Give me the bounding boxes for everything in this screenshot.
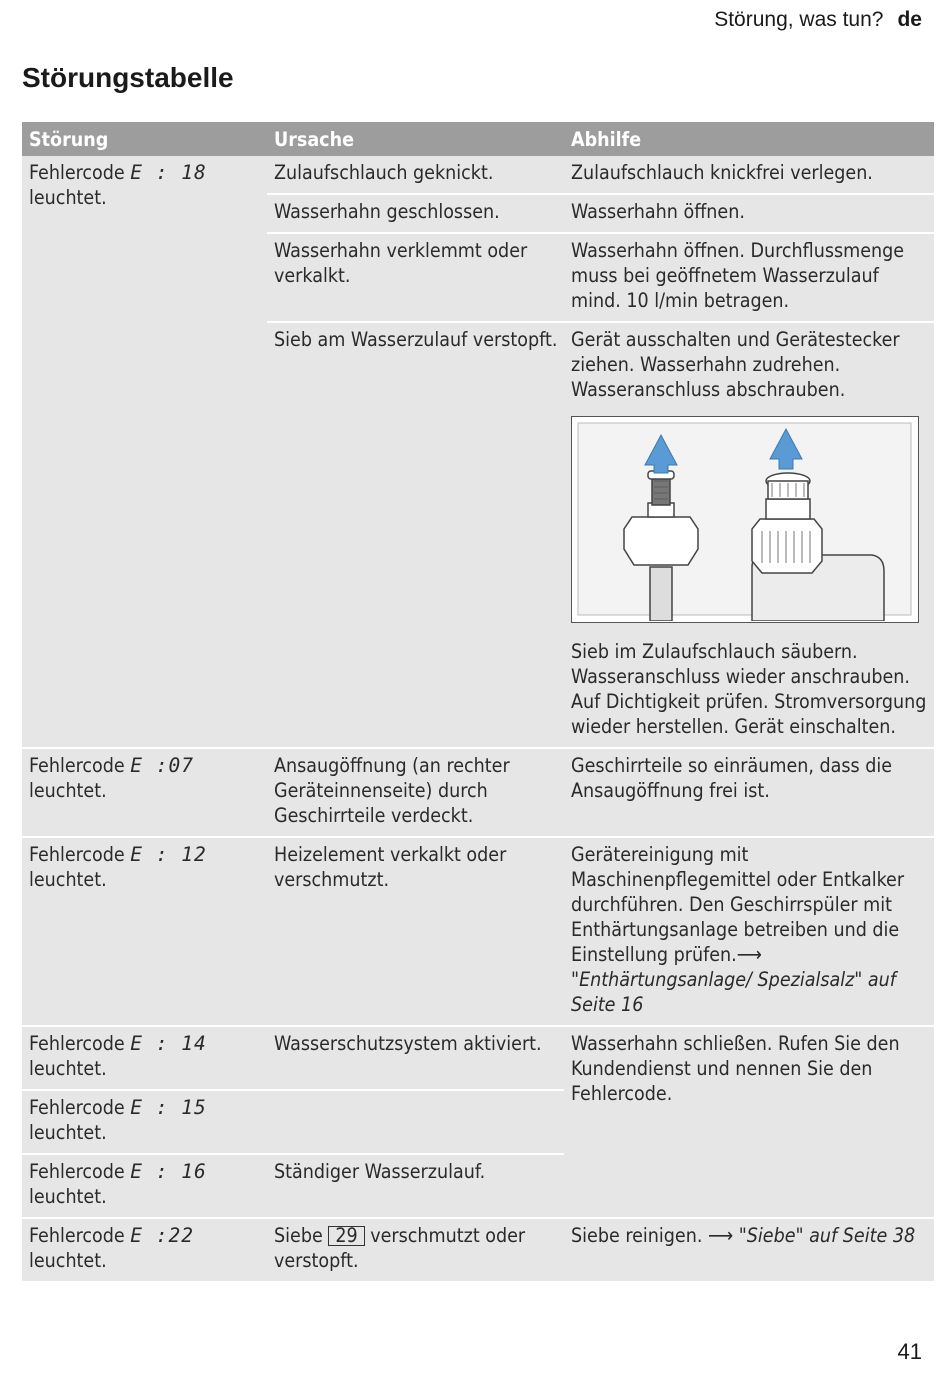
fault-prefix: Fehlercode bbox=[29, 1096, 125, 1119]
fault-prefix: Fehlercode bbox=[29, 754, 125, 777]
fault-suffix: leuchtet. bbox=[29, 186, 107, 209]
remedy-cell: Geschirrteile so einräumen, dass die Ansaugöffnung frei ist. bbox=[571, 754, 893, 802]
subrow bbox=[267, 195, 934, 234]
remedy-text: Gerätereinigung mit Maschinenpflegemittel oder Entkalker durchführen. Den Geschirrspüler mit Enthärtungsanlage betreiben und die Einstellung prüfen. bbox=[571, 843, 905, 966]
remedy-cell bbox=[564, 1219, 934, 1281]
arrow-icon: ⟶ bbox=[707, 1224, 734, 1247]
fault-prefix: Fehlercode bbox=[29, 1224, 125, 1247]
remedy-cell: Wasserhahn öffnen. bbox=[571, 200, 745, 223]
fault-suffix: leuchtet. bbox=[29, 1249, 107, 1272]
cause-cell: Ständiger Wasserzulauf. bbox=[274, 1160, 486, 1183]
page-number: 41 bbox=[897, 1339, 922, 1364]
cause-cell: Wasserschutzsystem aktiviert. bbox=[274, 1032, 542, 1055]
table-row-e14 bbox=[22, 1027, 564, 1091]
remedy-text: Siebe reinigen. bbox=[571, 1224, 703, 1247]
cause-text: verschmutzt oder verstopft. bbox=[274, 1224, 526, 1272]
part-number-badge: 29 bbox=[328, 1226, 364, 1246]
remedy-text-2: Sieb im Zulaufschlauch säubern. Wasseranschluss wieder anschrauben. Auf Dichtigkeit prüfen. Stromversorgung wieder herstellen. Gerät einschalten. bbox=[571, 640, 927, 738]
cause-cell: Wasserhahn geschlossen. bbox=[274, 200, 500, 223]
filter-illustration bbox=[571, 416, 919, 623]
table-row-e12 bbox=[22, 838, 934, 1027]
cause-cell: Ansaugöffnung (an rechter Geräteinnenseite) durch Geschirrteile verdeckt. bbox=[274, 754, 510, 827]
fault-prefix: Fehlercode bbox=[29, 1160, 125, 1183]
subrow bbox=[267, 323, 934, 747]
error-code-e18: E : 18 bbox=[130, 161, 207, 184]
subrow bbox=[267, 156, 934, 195]
fault-suffix: leuchtet. bbox=[29, 1121, 107, 1144]
fault-table bbox=[22, 122, 934, 1281]
column-header-remedy: Abhilfe bbox=[571, 127, 642, 151]
arrow-icon: ⟶ bbox=[736, 943, 762, 966]
remedy-cell bbox=[564, 838, 934, 1025]
fault-cell bbox=[22, 156, 267, 747]
fault-prefix: Fehlercode bbox=[29, 1032, 125, 1055]
language-code: de bbox=[897, 8, 922, 31]
page-title: Störungstabelle bbox=[22, 62, 234, 93]
cause-cell: Sieb am Wasserzulauf verstopft. bbox=[274, 328, 558, 351]
subrows bbox=[22, 1027, 564, 1217]
column-header-cause: Ursache bbox=[274, 127, 354, 151]
table-header bbox=[22, 122, 934, 156]
table-row-e16 bbox=[22, 1155, 564, 1217]
subrows bbox=[267, 156, 934, 747]
fault-cell bbox=[22, 749, 267, 836]
remedy-cell: Zulaufschlauch knickfrei verlegen. bbox=[571, 161, 873, 184]
table-row-e07 bbox=[22, 749, 934, 838]
fault-cell bbox=[22, 1219, 267, 1281]
error-code-e16: E : 16 bbox=[130, 1160, 207, 1183]
fault-cell bbox=[22, 1155, 267, 1217]
fault-suffix: leuchtet. bbox=[29, 1057, 107, 1080]
page-reference-link[interactable]: "Siebe" auf Seite 38 bbox=[738, 1224, 916, 1247]
remedy-cell-merged: Wasserhahn schließen. Rufen Sie den Kundendienst und nennen Sie den Fehlercode. bbox=[571, 1032, 900, 1105]
running-header bbox=[714, 8, 922, 32]
cause-cell: Zulaufschlauch geknickt. bbox=[274, 161, 494, 184]
cause-cell: Wasserhahn verklemmt oder verkalkt. bbox=[274, 239, 528, 287]
remedy-cell bbox=[564, 323, 934, 747]
fault-suffix: leuchtet. bbox=[29, 868, 107, 891]
error-code-e15: E : 15 bbox=[130, 1096, 207, 1119]
fault-prefix: Fehlercode bbox=[29, 843, 125, 866]
error-code-e07: E :07 bbox=[130, 754, 194, 777]
table-row-e22 bbox=[22, 1219, 934, 1281]
table-row-e15 bbox=[22, 1091, 564, 1155]
cause-cell-empty bbox=[267, 1091, 564, 1153]
error-code-e14: E : 14 bbox=[130, 1032, 207, 1055]
error-code-e12: E : 12 bbox=[130, 843, 207, 866]
cause-cell: Heizelement verkalkt oder verschmutzt. bbox=[274, 843, 507, 891]
error-code-e22: E :22 bbox=[130, 1224, 194, 1247]
fault-cell bbox=[22, 1027, 267, 1089]
filter-drawing bbox=[572, 417, 917, 621]
table-row-e18 bbox=[22, 156, 934, 749]
fault-cell bbox=[22, 1091, 267, 1153]
fault-suffix: leuchtet. bbox=[29, 1185, 107, 1208]
page-reference-link[interactable]: "Enthärtungsanlage/ Spezialsalz" auf Seite 16 bbox=[571, 968, 896, 1016]
fault-cell bbox=[22, 838, 267, 1025]
remedy-text-1: Gerät ausschalten und Gerätestecker ziehen. Wasserhahn zudrehen. Wasseranschluss abschrauben. bbox=[571, 328, 900, 401]
column-header-fault: Störung bbox=[29, 127, 109, 151]
cause-text: Siebe bbox=[274, 1224, 323, 1247]
fault-prefix: Fehlercode bbox=[29, 161, 125, 184]
table-row-group-e14-e16 bbox=[22, 1027, 934, 1219]
fault-suffix: leuchtet. bbox=[29, 779, 107, 802]
subrow bbox=[267, 234, 934, 323]
section-title: Störung, was tun? bbox=[714, 8, 884, 31]
remedy-cell: Wasserhahn öffnen. Durchflussmenge muss bei geöffnetem Wasserzulauf mind. 10 l/min betragen. bbox=[571, 239, 905, 312]
cause-cell bbox=[267, 1219, 564, 1281]
